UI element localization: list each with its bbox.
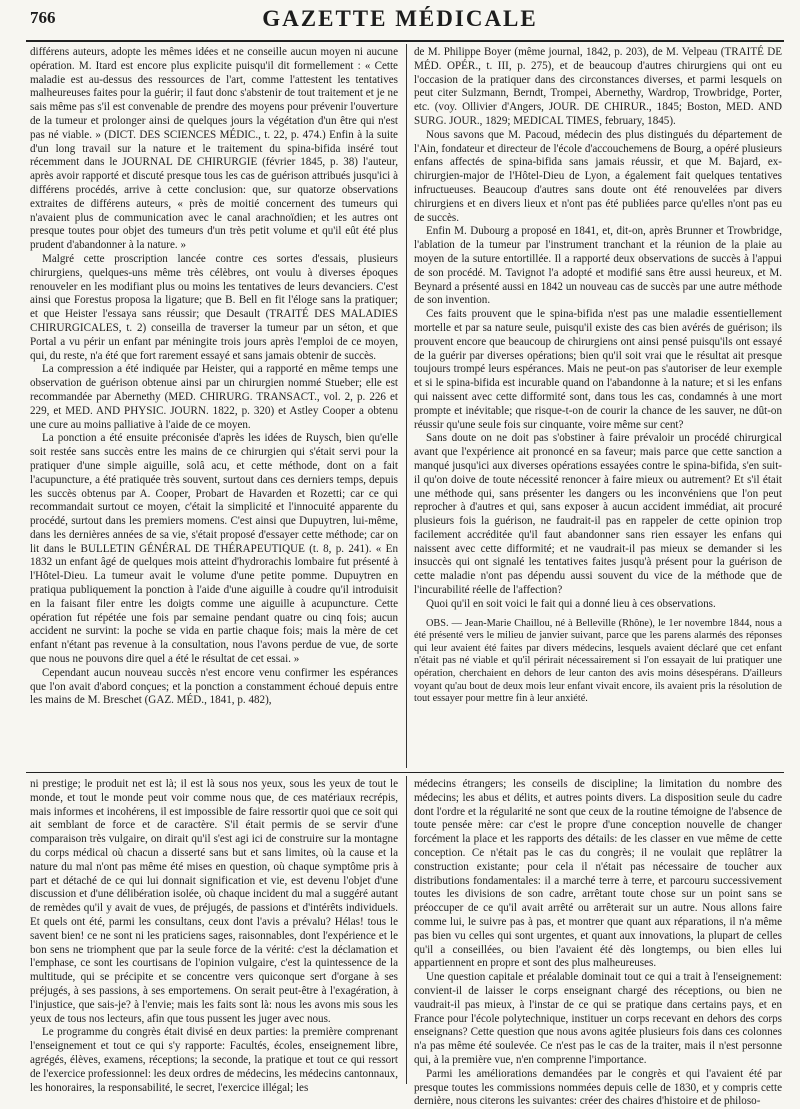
paragraph: Le programme du congrès était divisé en deux parties: la première comprenant l'enseignement et tout ce qui s'y rapporte: Facultés, écoles, enseignement libre, agrégés, élèves, examens, réceptions; la seconde, la pratique et tout ce qui ressort de l'exercice professionnel: les deux ordres de médecins, les médecins cantonnaux, les honoraires, la responsabilité, le secret, l'exercice illégal; les xyxy=(30,1026,398,1094)
paragraph: ni prestige; le produit net est là; il est là sous nos yeux, sous les yeux de tout le monde, et tout le monde peut voir comme nous que, de ces matériaux recrépis, mais informes et incohérens, il est impossible de faire ressortir quoi que ce soit qui ait semblant de force et de caractère. S'il était permis de se servir d'une comparaison très vulgaire, on dirait qu'il s'est agi ici de construire sur la montagne du corps médical où chacun a disserté sans but et sans limites, où la cause et la nature du mal n'ont pas même été mises en question, où chaque symptôme pris à part et détaché de ce qui lui donnait signification et vie, est devenu l'objet d'une discussion et d'une délibération isolée, où chaque incident du mal a suggéré autant de remèdes qu'il y avait de vues, de préjugés, de passions et d'intérêts individuels. Et quels ont été, parmi les consultans, ceux dont l'avis a prévalu? Hélas! tous le savent bien! ce ne sont ni les praticiens sages, raisonnables, dont l'expérience et le bon sens ne triomphent que par la seule force de la vérité: c'est la déclamation et l'emphase, ce sont les courtisans de l'opinion vulgaire, c'est la quintessence de la multitude, qui se précipite et se concentre vers quiconque sert d'organe à ses préjugés, à ses passions, à ses emportemens. On serait peut-être à l'exagération, à l'injustice, que sais-je? à l'envie; mais les faits sont là: nous les avons mis sous les yeux de tous nos lecteurs, afin que tous pussent les juger avec nous. xyxy=(30,778,398,1025)
paragraph: Parmi les améliorations demandées par le congrès et qui l'avaient été par presque toutes les commissions nommées depuis celle de 1830, et y compris cette dernière, nous citerons les suivantes: créer des chaires d'histoire et de philoso- xyxy=(414,1067,782,1108)
header-rule xyxy=(26,40,784,42)
paragraph: différens auteurs, adopte les mêmes idées et ne conseille aucun moyen ni aucune opération. M. Itard est encore plus explicite puisqu'il dit formellement : « Cette maladie est au-dessus des ressources de l'art, comme l'attestent les tentatives malheureuses faites pour la guérir; il faut donc s'abstenir de tout traitement et je ne sais même pas s'il est convenable de prendre des moyens pour prévenir l'ouverture de la tumeur et prolonger ainsi de quelques jours la végétation d'un être qui n'est pas né viable. » (DICT. DES SCIENCES MÉDIC., t. 22, p. 474.) Enfin à la suite d'un long travail sur la nature et le traitement du spina-bifida inséré tout récemment dans le JOURNAL DE CHIRURGIE (février 1845, p. 38) l'auteur, après avoir rapporté et discuté presque tous les cas de guérison attribués jusqu'ici à différens procédés, arrive à cette conclusion: que, sur quatorze observations extraites de différens auteurs, « près de moitié concernent des tumeurs qui n'avaient plus de communication avec le canal arachnoïdien; et les autres ont presque toutes pour objet des tumeurs d'un très petit volume et qu'il eût été plus prudent d'abandonner à la nature. » xyxy=(30,46,398,252)
paragraph: Enfin M. Dubourg a proposé en 1841, et, dit-on, après Brunner et Trowbridge, l'ablation de la tumeur par l'instrument tranchant et la réunion de la plaie au moyen de la suture entortillée. Il a rapporté deux observations de succès à l'appui de son procédé. M. Tavignot l'a adopté et modifié sans être aussi heureux, et M. Beynard a présenté aussi en 1842 un nouveau cas de succès par une autre méthode de son invention. xyxy=(414,225,782,307)
section-rule xyxy=(26,772,784,773)
observation-paragraph: OBS. — Jean-Marie Chaillou, né à Belleville (Rhône), le 1er novembre 1844, nous a été présenté vers le milieu de janvier suivant, parce que les parens alarmés des réponses qui leur avaient été faites par divers médecins, lesquels avaient déclaré que cet enfant n'était pas né viable et qu'il périrait nécessairement si l'on essayait de lui pratiquer une opération, cherchaient en dehors de leur canton des avis moins désespérans. D'ailleurs voyant qu'au bout de deux mois leur enfant vivait encore, ils avaient pris la résolution de tout essayer pour mettre fin à leur anxiété. xyxy=(414,617,782,705)
lower-left-column xyxy=(30,778,398,1094)
column-divider-lower xyxy=(406,776,407,1084)
paragraph: médecins étrangers; les conseils de discipline; la limitation du nombre des médecins; les abus et délits, et autres points divers. La disposition seule du cadre dont l'ordre et la régularité ne sont que ceux de la routine témoigne de l'absence de toute pensée mère: car c'est le propre d'une conception nouvelle de changer forcément la place et les rapports des détails: de les classer en vue même de cette conception. Ce n'était pas le cas du congrès; il ne voulait que replâtrer la construction existante; pour cela il n'était pas nécessaire de toucher aux distributions fondamentales: il a marché terre à terre, et parcouru successivement toutes les divisions de son cadre, arrêtant toute chose sur un point sans se préoccuper de ce qu'il avait arrêté ou arrêterait sur un autre. Nous allons faire comme lui, le suivre pas à pas, et montrer que quant aux réparations, il n'a même pas bien vu celles qui sont urgentes, et quant aux innovations, la plupart de celles qu'il a conseillées, ou bien l'avaient été dès longtemps, ou bien elles lui appartiennent en propre et sont des plus malheureuses. xyxy=(414,778,782,970)
journal-title: GAZETTE MÉDICALE xyxy=(262,6,538,31)
paragraph: La ponction a été ensuite préconisée d'après les idées de Ruysch, bien qu'elle soit restée sans succès entre les mains de ce chirurgien qui s'était servi pour la pratiquer d'une simple aiguille, solâ acu, et cette méthode, dont on a fait l'acupuncture, a été pratiquée très souvent, surtout dans ces derniers temps, depuis les succès obtenus par A. Cooper, Probart de Havarden et Rozetti; car ce qui recommandait surtout ce moyen, c'était la simplicité et l'innocuité apparente du procédé, surtout dans les premiers momens. C'est ainsi que Dupuytren, lui-même, dans les dernières années de sa vie, s'était proposé d'essayer cette méthode; car on lit dans le BULLETIN GÉNÉRAL DE THÉRAPEUTIQUE (t. 8, p. 241). « En 1832 un enfant âgé de quelques mois atteint d'hydrorachis lombaire fut présenté à l'Hôtel-Dieu. La tumeur avait le volume d'une petite pomme. Dupuytren en pratiqua publiquement la ponction à l'aide d'une aiguille à coudre qu'il introduisit en la faisant filer entre les doigts comme une aiguille à acupuncture. Cette opération fut répétée une fois par semaine pendant quatre ou cinq fois; aucun accident ne survint: la poche se vida en partie chaque fois; mais la mère de cet enfant n'étant pas revenue à la consultation, nous l'avons perdue de vue, de sorte que nous ne pouvons dire quel a été le résultat de cet essai. » xyxy=(30,432,398,666)
paragraph: Nous savons que M. Pacoud, médecin des plus distingués du département de l'Ain, fondateur et directeur de l'école d'accouchemens de Bourg, a opéré plusieurs enfans affectés de spina-bifida sans jamais réussir, et que M. Bajard, ex-chirurgien-major de l'Hôtel-Dieu de Lyon, a également fait quelques tentatives infructueuses. Beaucoup d'autres sans doute ont été renouvelées par divers chirurgiens et en divers lieux et n'ont pas été publiées parce qu'elles n'ont pas eu de succès. xyxy=(414,128,782,224)
paragraph: Cependant aucun nouveau succès n'est encore venu confirmer les espérances que l'on avait d'abord conçues; et la ponction a constamment échoué depuis entre les mains de M. Breschet (GAZ. MÉD., 1841, p. 482), xyxy=(30,666,398,707)
paragraph: de M. Philippe Boyer (même journal, 1842, p. 203), de M. Velpeau (TRAITÉ DE MÉD. OPÉR., t. III, p. 275), et de beaucoup d'autres chirurgiens qui ont eu l'occasion de la pratiquer dans des circonstances diverses, et parmi lesquels on peut citer Sulzmann, Berndt, Trompei, Abernethy, Wardrop, Trowbridge, Porter, etc. (voy. Ollivier d'Angers, JOUR. DE CHIRUR., 1845; Boston, MED. AND SURG. JOUR., 1829; MEDICAL TIMES, february, 1845). xyxy=(414,46,782,127)
upper-left-column xyxy=(30,46,398,768)
lower-right-column xyxy=(414,778,782,1108)
upper-right-column xyxy=(414,46,782,768)
column-divider-upper xyxy=(406,44,407,768)
paragraph: Quoi qu'il en soit voici le fait qui a donné lieu à ces observations. xyxy=(426,597,716,610)
paragraph: La compression a été indiquée par Heister, qui a rapporté en même temps une observation de guérison obtenue ainsi par un chirurgien nommé Stueber; elle est recommandée par Abernethy (MED. CHIRURG. TRANSACT., vol. 2, p. 226 et 229, et MED. AND PHYSIC. JOURN. 1822, p. 320) et Astley Cooper a obtenu une cure au moins palliative à l'aide de ce moyen. xyxy=(30,363,398,431)
paragraph: Une question capitale et préalable dominait tout ce qui a trait à l'enseignement: convient-il de laisser le corps enseignant chargé des réceptions, ou bien ne vaudrait-il pas mieux, à l'instar de ce qui se pratique dans certains pays, et en France pour l'école polytechnique, instituer un corps recevant en dehors des corps enseignans? Cette question que nous avons agitée plusieurs fois dans ces colonnes n'a pas même été soulevée. Ce n'est pas le cas de la traiter, mais il n'est personne qui, à la première vue, n'en comprenne l'importance. xyxy=(414,971,782,1066)
paragraph: Sans doute on ne doit pas s'obstiner à faire prévaloir un procédé chirurgical avant que l'expérience ait prononcé en sa faveur; mais parce que cette sanction a manqué jusqu'ici aux diverses opérations essayées contre le spina-bifida, s'en suit-il qu'on doive de toute nécessité renoncer à faire mieux ou autrement? Et s'il était une méthode qui, sans présenter les dangers ou les inconvéniens que l'on peut reprocher à d'autres et qui, sans exposer à aucun accident immédiat, ait procuré plusieurs fois la guérison, ne faudrait-il pas en rappeler de cette opinion trop facilement accréditée qu'il faut abandonner sans rien essayer les enfans qui naissent avec cette difformité; et ne vaudrait-il pas mieux se demander si les insuccès qui ont signalé les tentatives faites jusqu'à présent pour la guérison de cette maladie n'ont pas dépendu aussi souvent du vice de la méthode que de l'incurabilité réelle de l'affection? xyxy=(414,432,782,597)
paragraph: Malgré cette proscription lancée contre ces sortes d'essais, plusieurs chirurgiens, quelques-uns même très célèbres, ont voulu à diverses époques renouveler en les modifiant plus ou moins les tentatives de leurs devanciers. C'est ainsi que Forestus proposa la ligature; que B. Bell en fit l'éloge sans la pratiquer; et que Heister l'essaya sans réussir; que Desault (TRAITÉ DES MALADIES CHIRURGICALES, t. 2) conseilla de traverser la tumeur par un séton, et que Portal a vu périr un enfant par méningite trois jours après l'emploi de ce moyen, qui, du reste, n'a été que fort rarement essayé et sans jamais obtenir de succès. xyxy=(30,252,398,362)
page-number: 766 xyxy=(30,8,56,27)
paragraph: Ces faits prouvent que le spina-bifida n'est pas une maladie essentiellement mortelle et par sa nature seule, puisqu'il existe des cas bien avérés de guérison; ils prouvent encore que beaucoup de chirurgiens ont ainsi pensé puisqu'ils ont essayé de la guérir par diverses opérations; bien qu'il soit vrai que le résultat ait presque toujours trompé leurs espérances. Mais ne peut-on pas s'autoriser de leur exemple et si le spina-bifida est incurable quand on l'abandonne à la nature; et si les enfans qui naissent avec cette difformité sont, dans tous les cas, condamnés à une mort prompte et inévitable; que risque-t-on de courir la chance de les sauver, ne dût-on réussir qu'une seule fois sur cinquante, voire même sur cent? xyxy=(414,308,782,431)
